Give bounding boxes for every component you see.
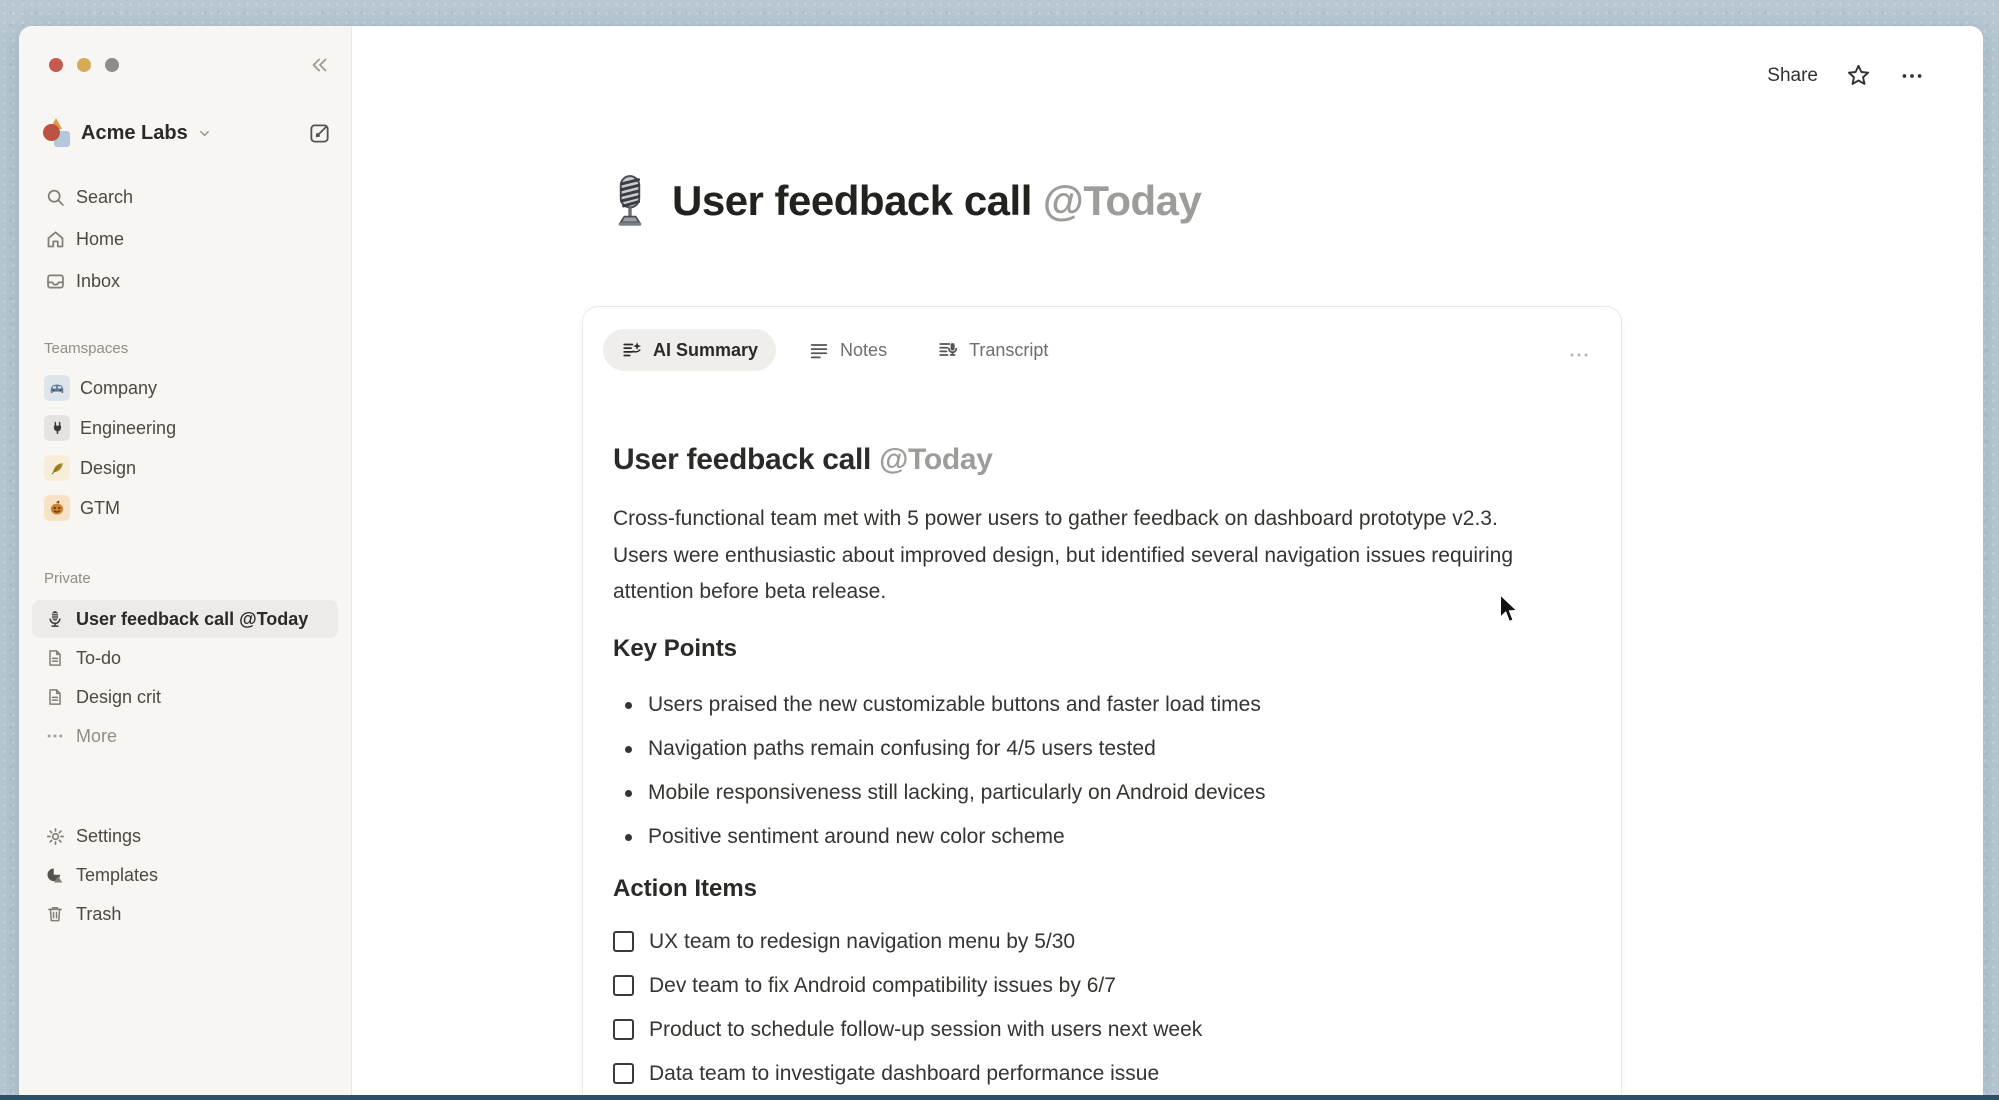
teamspaces-list [19,370,351,526]
minimize-window-button[interactable] [77,58,91,72]
document-icon [44,647,66,669]
todo-text: Dev team to fix Android compatibility issues by 6/7 [649,973,1116,997]
app-window [19,26,1983,1095]
sidebar-item-label: Home [76,228,125,249]
sidebar-item-todo[interactable] [32,639,338,677]
summary-heading-date-mention: @Today [879,443,993,476]
sidebar-footer [19,817,351,933]
todo-text: Product to schedule follow-up session with users next week [649,1017,1203,1041]
sidebar-item-label: Search [76,186,134,207]
list-item-text: Positive sentiment around new color scheme [648,824,1065,848]
bullet-dot [625,834,632,841]
sidebar-item-label: Trash [76,903,122,924]
home-icon [44,228,66,250]
favorite-star-icon[interactable] [1845,62,1872,89]
plug-icon [44,415,70,441]
ai-summary-icon [621,339,643,361]
trash-icon [44,903,66,925]
sidebar-item-label: To-do [76,647,122,668]
sidebar-item-label: More [76,725,118,746]
bullet-dot [625,746,632,753]
workspace-switcher[interactable] [43,118,331,148]
sidebar-nav [19,178,351,300]
more-options-icon[interactable] [1899,63,1925,89]
share-button[interactable]: Share [1767,64,1818,86]
sidebar-item-user-feedback-call[interactable] [32,600,338,638]
private-section-label: Private [44,569,91,587]
ai-summary-content [583,441,1533,1089]
gear-icon [44,825,66,847]
sidebar-item-label: Templates [76,864,159,885]
zoom-window-button[interactable] [105,58,119,72]
pumpkin-icon [44,495,70,521]
sidebar-item-label: Settings [76,825,142,846]
sidebar-item-label: GTM [80,497,120,518]
summary-paragraph: Cross-functional team met with 5 power users to gather feedback on dashboard prototype v2.3. Users were enthusiastic about improved design, but identified several navigation issues requiring attention before beta release. [613,507,1513,603]
shapes-icon [44,864,66,886]
sidebar-item-gtm[interactable] [32,490,338,526]
transcript-icon [937,339,959,361]
collapse-sidebar-icon[interactable] [309,54,331,76]
list-item [613,823,1533,851]
tab-label: Notes [840,339,888,360]
feather-icon [44,455,70,481]
sidebar-item-trash[interactable] [32,895,338,933]
sidebar-item-design-crit[interactable] [32,678,338,716]
sidebar-item-inbox[interactable] [32,262,338,300]
sidebar [19,26,352,1095]
document-icon [44,686,66,708]
list-item-text: Navigation paths remain confusing for 4/5 users tested [648,736,1156,760]
todo-checkbox[interactable] [613,1019,634,1040]
window-controls [49,54,331,76]
sidebar-item-engineering[interactable] [32,410,338,446]
todo-text: UX team to redesign navigation menu by 5/30 [649,929,1076,953]
studio-microphone-icon [608,174,652,228]
key-points-heading: Key Points [613,634,738,662]
sidebar-item-company[interactable] [32,370,338,406]
bullet-dot [625,702,632,709]
list-item [613,691,1533,719]
sidebar-item-label: Engineering [80,417,177,438]
summary-heading-text: User feedback call [613,443,872,476]
page-title-date-mention: @Today [1042,177,1202,224]
sidebar-item-home[interactable] [32,220,338,258]
main-content-area [352,26,1983,1095]
card-more-options-icon[interactable] [1567,343,1591,367]
list-item-text: Mobile responsiveness still lacking, particularly on Android devices [648,780,1266,804]
teamspaces-section-label: Teamspaces [44,339,129,357]
bullet-dot [625,790,632,797]
page-title-row [608,174,1201,228]
todo-item [613,971,1533,1001]
page-title [672,177,1201,225]
sidebar-item-search[interactable] [32,178,338,216]
list-item [613,779,1533,807]
action-items-list [613,927,1533,1089]
sidebar-item-label: Design [80,457,137,478]
action-items-heading: Action Items [613,874,758,902]
todo-checkbox[interactable] [613,1063,634,1084]
tab-transcript[interactable] [919,329,1066,371]
sidebar-item-more[interactable] [32,717,338,755]
chevron-down-icon [197,126,212,141]
page-title-text: User feedback call [672,177,1032,224]
meeting-notes-card [582,306,1622,1095]
microphone-icon [44,608,66,630]
workspace-name: Acme Labs [81,121,188,144]
sidebar-item-design[interactable] [32,450,338,486]
search-icon [44,186,66,208]
sidebar-item-label: Company [80,377,158,398]
ellipsis-icon [44,725,66,747]
sidebar-item-label: User feedback call @Today [76,608,309,629]
sidebar-item-label: Design crit [76,686,162,707]
todo-text: Data team to investigate dashboard performance issue [649,1061,1160,1085]
todo-item [613,1015,1533,1045]
page-header [1767,62,1925,89]
sidebar-item-label: Inbox [76,270,121,291]
car-icon [44,375,70,401]
inbox-icon [44,270,66,292]
tab-notes[interactable] [790,329,905,371]
new-page-button[interactable] [308,122,331,145]
tab-label: AI Summary [653,339,759,360]
tab-ai-summary[interactable] [603,329,776,371]
bottom-bar [0,1095,1999,1100]
key-points-list [613,691,1533,851]
sidebar-item-settings[interactable] [32,817,338,855]
close-window-button[interactable] [49,58,63,72]
todo-checkbox[interactable] [613,931,634,952]
todo-checkbox[interactable] [613,975,634,996]
private-list [19,600,351,755]
todo-item [613,1059,1533,1089]
tab-label: Transcript [969,339,1049,360]
notes-icon [808,339,830,361]
todo-item [613,927,1533,957]
list-item [613,735,1533,763]
list-item-text: Users praised the new customizable buttons and faster load times [648,692,1261,716]
workspace-logo-icon [43,120,70,147]
card-tabs [583,307,1621,371]
sidebar-item-templates[interactable] [32,856,338,894]
summary-heading [613,441,1533,479]
